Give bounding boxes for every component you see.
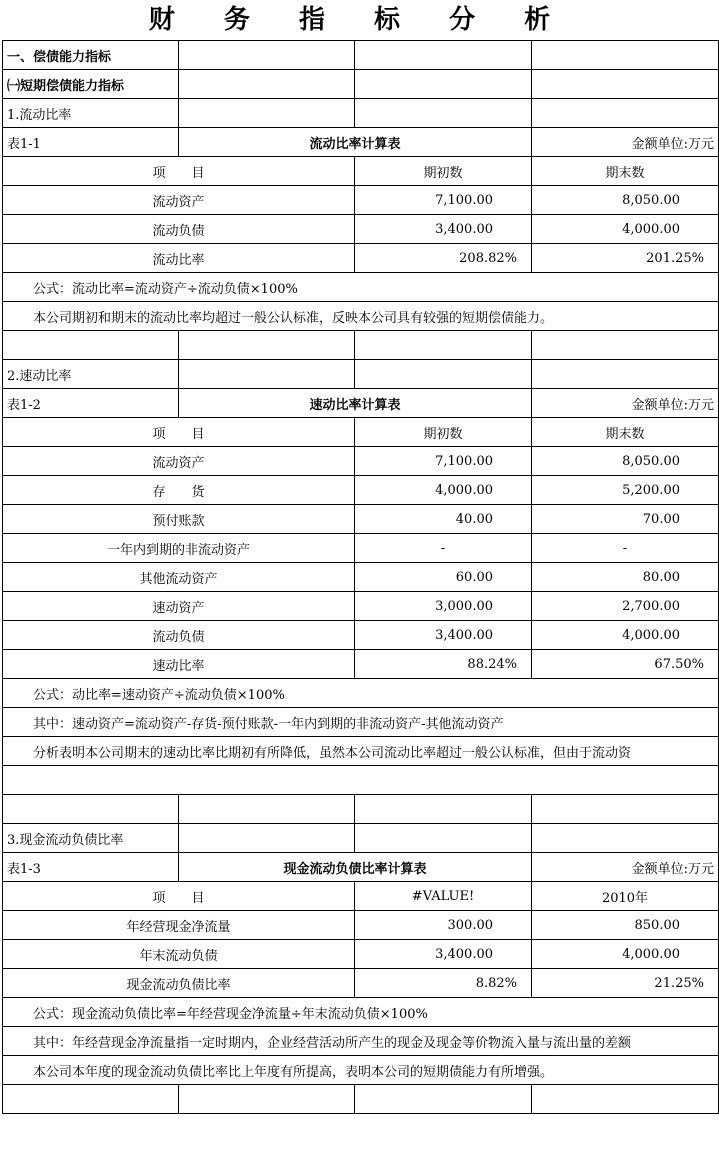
- analysis-text[interactable]: 本公司期初和期末的流动比率均超过一般公认标准，反映本公司具有较强的短期偿债能力。: [3, 302, 719, 331]
- table-row: [3, 1027, 719, 1056]
- value-end[interactable]: 80.00: [532, 563, 719, 592]
- value-begin[interactable]: 3,000.00: [355, 592, 532, 621]
- empty-cell[interactable]: [3, 331, 179, 360]
- empty-cell[interactable]: [179, 824, 355, 853]
- row-label[interactable]: 存 货: [3, 476, 355, 505]
- value-end[interactable]: 4,000.00: [532, 940, 719, 969]
- table-row: [3, 99, 719, 128]
- empty-cell[interactable]: [3, 1085, 179, 1114]
- value-end[interactable]: 8,050.00: [532, 447, 719, 476]
- empty-cell[interactable]: [532, 331, 719, 360]
- subsection-heading[interactable]: ㈠短期偿债能力指标: [3, 70, 179, 99]
- table-row: [3, 360, 719, 389]
- value-begin[interactable]: -: [355, 534, 532, 563]
- empty-cell[interactable]: [355, 360, 532, 389]
- table-number[interactable]: 表1-2: [3, 389, 179, 418]
- empty-cell[interactable]: [355, 1085, 532, 1114]
- column-header-item[interactable]: 项 目: [3, 882, 355, 911]
- financial-analysis-grid: [2, 40, 719, 1114]
- empty-cell[interactable]: [532, 360, 719, 389]
- row-label[interactable]: 其他流动资产: [3, 563, 355, 592]
- value-end[interactable]: 67.50%: [532, 650, 719, 679]
- row-label[interactable]: 流动负债: [3, 621, 355, 650]
- empty-cell[interactable]: [355, 70, 532, 99]
- table-row: [3, 708, 719, 737]
- row-label[interactable]: 年经营现金净流量: [3, 911, 355, 940]
- table-row: [3, 418, 719, 447]
- empty-cell[interactable]: [532, 70, 719, 99]
- empty-cell[interactable]: [355, 41, 532, 70]
- note-text[interactable]: 其中：速动资产=流动资产-存货-预付账款-一年内到期的非流动资产-其他流动资产: [3, 708, 719, 737]
- row-label[interactable]: 年末流动负债: [3, 940, 355, 969]
- empty-cell[interactable]: [532, 824, 719, 853]
- analysis-text[interactable]: 分析表明本公司期末的速动比率比期初有所降低，虽然本公司流动比率超过一般公认标准，但由于流动资: [3, 737, 719, 766]
- table-row: [3, 1085, 719, 1114]
- empty-cell[interactable]: [532, 795, 719, 824]
- empty-cell[interactable]: [532, 99, 719, 128]
- empty-cell[interactable]: [3, 795, 179, 824]
- value-end[interactable]: -: [532, 534, 719, 563]
- value-begin[interactable]: 40.00: [355, 505, 532, 534]
- formula-text[interactable]: 公式：动比率=速动资产÷流动负债×100%: [3, 679, 719, 708]
- table-row: [3, 737, 719, 766]
- heading-quick-ratio[interactable]: 2.速动比率: [3, 360, 179, 389]
- column-header-begin[interactable]: 期初数: [355, 418, 532, 447]
- table-row: [3, 824, 719, 853]
- section-heading[interactable]: 一、偿债能力指标: [3, 41, 179, 70]
- table-row: [3, 447, 719, 476]
- formula-text[interactable]: 公式：流动比率=流动资产÷流动负债×100%: [3, 273, 719, 302]
- row-label[interactable]: 现金流动负债比率: [3, 969, 355, 998]
- empty-cell[interactable]: [179, 331, 355, 360]
- table-row: [3, 592, 719, 621]
- empty-cell[interactable]: [355, 99, 532, 128]
- table-row: [3, 534, 719, 563]
- row-label[interactable]: 预付账款: [3, 505, 355, 534]
- row-label[interactable]: 流动负债: [3, 215, 355, 244]
- table-row: [3, 911, 719, 940]
- value-end[interactable]: 21.25%: [532, 969, 719, 998]
- table-title[interactable]: 现金流动负债比率计算表: [179, 853, 532, 882]
- table-row: [3, 70, 719, 99]
- empty-cell[interactable]: [355, 795, 532, 824]
- table-title[interactable]: 速动比率计算表: [179, 389, 532, 418]
- heading-cash-ratio[interactable]: 3.现金流动负债比率: [3, 824, 179, 853]
- empty-cell[interactable]: [179, 41, 355, 70]
- table-row: [3, 650, 719, 679]
- table-row: [3, 679, 719, 708]
- table-row: [3, 795, 719, 824]
- table-row: [3, 215, 719, 244]
- row-label[interactable]: 流动资产: [3, 186, 355, 215]
- table-row: [3, 128, 719, 157]
- empty-cell[interactable]: [179, 1085, 355, 1114]
- table-row: [3, 621, 719, 650]
- value-end[interactable]: 5,200.00: [532, 476, 719, 505]
- empty-cell[interactable]: [355, 824, 532, 853]
- table-row: [3, 853, 719, 882]
- column-header-end[interactable]: 期末数: [532, 157, 719, 186]
- table-row: [3, 186, 719, 215]
- empty-cell[interactable]: [532, 41, 719, 70]
- table-row: [3, 273, 719, 302]
- unit-label[interactable]: 金额单位:万元: [532, 853, 719, 882]
- formula-text[interactable]: 公式：现金流动负债比率=年经营现金净流量÷年末流动负债×100%: [3, 998, 719, 1027]
- page-title: 财 务 指 标 分 析: [148, 5, 571, 35]
- table-row: [3, 998, 719, 1027]
- table-number[interactable]: 表1-3: [3, 853, 179, 882]
- value-begin[interactable]: 3,400.00: [355, 621, 532, 650]
- empty-cell[interactable]: [179, 360, 355, 389]
- table-row: [3, 302, 719, 331]
- row-label[interactable]: 速动资产: [3, 592, 355, 621]
- value-begin[interactable]: 208.82%: [355, 244, 532, 273]
- column-header-item[interactable]: 项 目: [3, 418, 355, 447]
- value-begin[interactable]: 3,400.00: [355, 215, 532, 244]
- value-end[interactable]: 2,700.00: [532, 592, 719, 621]
- value-begin[interactable]: 7,100.00: [355, 186, 532, 215]
- value-end[interactable]: 8,050.00: [532, 186, 719, 215]
- table-row: [3, 389, 719, 418]
- empty-cell[interactable]: [3, 766, 719, 795]
- row-label[interactable]: 速动比率: [3, 650, 355, 679]
- table-row: [3, 244, 719, 273]
- value-begin[interactable]: 8.82%: [355, 969, 532, 998]
- analysis-text[interactable]: 本公司本年度的现金流动负债比率比上年度有所提高，表明本公司的短期债能力有所增强。: [3, 1056, 719, 1085]
- value-end[interactable]: 70.00: [532, 505, 719, 534]
- unit-label[interactable]: 金额单位:万元: [532, 128, 719, 157]
- heading-current-ratio[interactable]: 1.流动比率: [3, 99, 179, 128]
- empty-cell[interactable]: [179, 99, 355, 128]
- table-row: [3, 505, 719, 534]
- row-label[interactable]: 流动资产: [3, 447, 355, 476]
- note-text[interactable]: 其中：年经营现金净流量指一定时期内，企业经营活动所产生的现金及现金等价物流入量与流出量的差额: [3, 1027, 719, 1056]
- value-end[interactable]: 4,000.00: [532, 215, 719, 244]
- table-row: [3, 476, 719, 505]
- table-row: [3, 940, 719, 969]
- table-row: [3, 1056, 719, 1085]
- value-begin[interactable]: 7,100.00: [355, 447, 532, 476]
- column-header-begin[interactable]: 期初数: [355, 157, 532, 186]
- column-header-item[interactable]: 项 目: [3, 157, 355, 186]
- table-row: [3, 331, 719, 360]
- table-title[interactable]: 流动比率计算表: [179, 128, 532, 157]
- value-begin[interactable]: 4,000.00: [355, 476, 532, 505]
- column-header-begin[interactable]: #VALUE!: [355, 882, 532, 911]
- row-label[interactable]: 流动比率: [3, 244, 355, 273]
- value-end[interactable]: 4,000.00: [532, 621, 719, 650]
- value-end[interactable]: 201.25%: [532, 244, 719, 273]
- table-row: [3, 563, 719, 592]
- table-row: [3, 41, 719, 70]
- value-begin[interactable]: 300.00: [355, 911, 532, 940]
- unit-label[interactable]: 金额单位:万元: [532, 389, 719, 418]
- table-row: [3, 882, 719, 911]
- value-begin[interactable]: 3,400.00: [355, 940, 532, 969]
- value-end[interactable]: 850.00: [532, 911, 719, 940]
- table-row: [3, 766, 719, 795]
- empty-cell[interactable]: [179, 795, 355, 824]
- row-label[interactable]: 一年内到期的非流动资产: [3, 534, 355, 563]
- table-row: [3, 969, 719, 998]
- empty-cell[interactable]: [179, 70, 355, 99]
- value-begin[interactable]: 60.00: [355, 563, 532, 592]
- empty-cell[interactable]: [532, 1085, 719, 1114]
- table-row: [3, 157, 719, 186]
- column-header-end[interactable]: 2010年: [532, 882, 719, 911]
- empty-cell[interactable]: [355, 331, 532, 360]
- table-number[interactable]: 表1-1: [3, 128, 179, 157]
- column-header-end[interactable]: 期末数: [532, 418, 719, 447]
- value-begin[interactable]: 88.24%: [355, 650, 532, 679]
